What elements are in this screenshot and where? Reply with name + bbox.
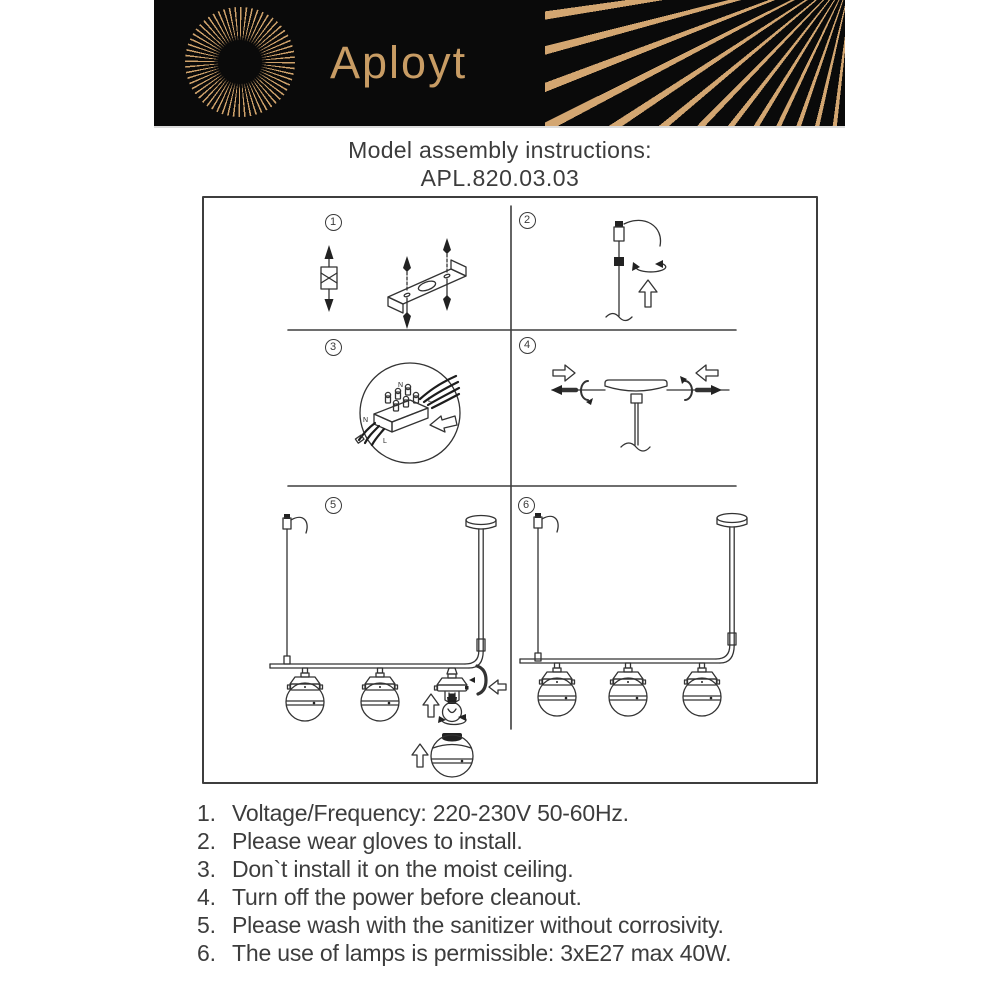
panel-6-assembled-fixture-drawing [520,513,747,716]
instructions-list [197,799,847,967]
instruction-item-4 [197,883,847,911]
instruction-number: 6. [197,939,216,966]
instruction-number: 1. [197,799,216,826]
instruction-item-6 [197,939,847,967]
assembly-diagram [202,196,818,784]
page-title: Model assembly instructions: [348,137,652,163]
instruction-text: Voltage/Frequency: 220-230V 50-60Hz. [232,799,629,826]
panel-number-5: 5 [325,497,342,514]
panel-number-2: 2 [519,212,536,229]
instruction-text: The use of lamps is permissible: 3xE27 max 40W. [232,939,732,966]
panel-4-canopy-drawing [551,365,729,451]
instruction-number: 2. [197,827,216,854]
instruction-item-3 [197,855,847,883]
panel-3-wiring-drawing [355,363,460,463]
panel-number-6: 6 [518,497,535,514]
instruction-number: 3. [197,855,216,882]
wire-label-l-right: L [428,397,432,404]
instruction-text: Turn off the power before cleanout. [232,883,582,910]
instruction-number: 5. [197,911,216,938]
instruction-text: Please wear gloves to install. [232,827,523,854]
brand-banner [154,0,845,128]
starburst-center [218,40,262,84]
panel-1-anchor-bracket-drawing [321,238,466,329]
panel-5-installation-drawing [270,514,506,777]
panel-number-3: 3 [325,339,342,356]
wire-label-l-bottom: L [383,438,387,445]
instruction-number: 4. [197,883,216,910]
model-number: APL.820.03.03 [420,165,580,191]
diagram-line-art [202,196,818,784]
starburst-logo-icon [185,7,295,117]
brand-name: Aployt [330,37,468,88]
instruction-item-2 [197,827,847,855]
instruction-text: Don`t install it on the moist ceiling. [232,855,574,882]
instruction-item-5 [197,911,847,939]
panel-number-4: 4 [519,337,536,354]
panel-number-1: 1 [325,214,342,231]
wire-label-n-top: N [398,382,404,389]
instruction-item-1 [197,799,847,827]
sunrays-decoration-icon [545,0,845,126]
panel-2-rod-cable-drawing [606,220,666,320]
diagram-grid [203,197,817,783]
instruction-text: Please wash with the sanitizer without corrosivity. [232,911,724,938]
wire-label-n-left: N [363,417,369,424]
